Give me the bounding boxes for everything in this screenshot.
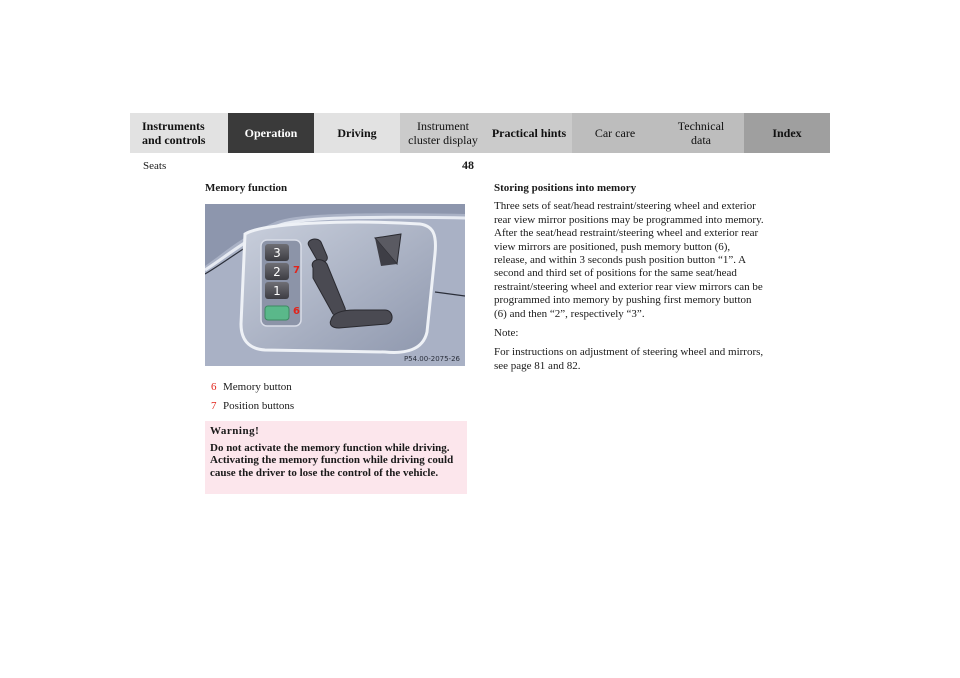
memory-function-heading: Memory function [205,182,288,194]
door-panel-illustration [205,204,465,366]
page-number: 48 [462,158,474,172]
warning-title: Warning! [210,425,260,437]
figure-code: P54.00-2075-26 [403,355,460,363]
memory-button[interactable] [265,306,289,320]
right-column [494,182,764,379]
note-label: Note: [494,327,519,340]
callout-6: 6 [293,306,300,317]
position-button-2-label: 2 [273,265,281,279]
chapter-tab-bar [130,113,830,153]
legend-text: Position buttons [223,400,295,412]
tab-technical-data[interactable]: Technical data [658,113,744,153]
warning-box [205,421,467,494]
figure-legend [211,378,294,416]
legend-number: 7 [211,400,217,412]
tab-operation[interactable]: Operation [228,113,314,153]
tab-instruments-and-controls[interactable]: Instruments and controls [130,113,228,153]
tab-driving[interactable]: Driving [314,113,400,153]
callout-7: 7 [293,265,300,276]
position-button-3-label: 3 [273,246,281,260]
warning-body: Do not activate the memory function while driving. Activating the memory function while driving could cause the driver to lose the control of the vehicle. [210,441,454,479]
memory-function-figure [205,204,465,366]
position-button-1-label: 1 [273,284,281,298]
tab-instrument-cluster-display[interactable]: Instrument cluster display [400,113,486,153]
section-title: Seats [143,160,167,172]
tab-practical-hints[interactable]: Practical hints [486,113,572,153]
legend-text: Memory button [223,381,292,393]
storing-positions-paragraph: Three sets of seat/head restraint/steering wheel and exterior rear view mirror positions may be programmed into memory. After the seat/head restraint/steering wheel and exterior rear view mirrors are positioned, push memory button (6), release, and within 3 seconds push position button “1”. A second and third set of positions for the same seat/head restraint/steering wheel and exterior rear view mirrors can be programmed into memory by pushing first memory button (6) and then “2”, respectively “3”. [494,200,764,320]
tab-car-care[interactable]: Car care [572,113,658,153]
legend-item [211,397,294,416]
storing-positions-heading: Storing positions into memory [494,182,637,194]
note-text: For instructions on adjustment of steering wheel and mirrors, see page 81 and 82. [494,346,764,372]
legend-item [211,378,294,397]
legend-number: 6 [211,381,217,393]
tab-index[interactable]: Index [744,113,830,153]
